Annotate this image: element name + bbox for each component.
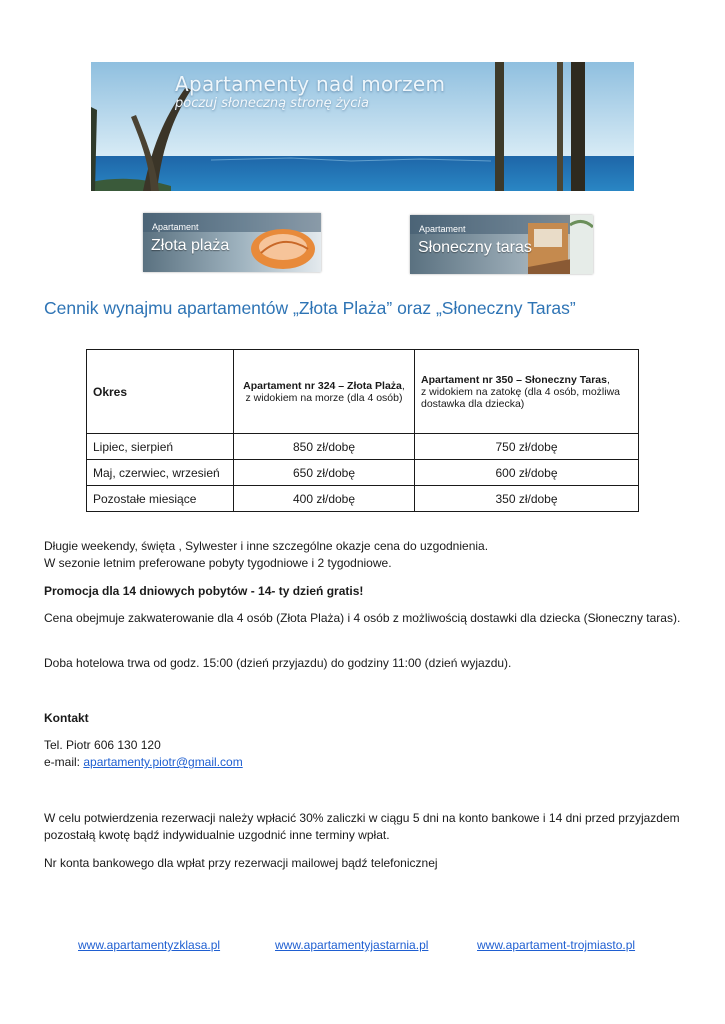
price-includes-text: Cena obejmuje zakwaterowanie dla 4 osób (Złota Plaża) i 4 osób z możliwością dostawki dla dziecka (Słoneczny taras). (44, 611, 681, 625)
contact-block (44, 737, 684, 771)
contact-phone: Tel. Piotr 606 130 120 (44, 738, 161, 752)
footer-link-zklasa[interactable]: www.apartamentyzklasa.pl (78, 938, 221, 952)
card-label-name: Słoneczny taras (418, 239, 532, 256)
contact-email-line (44, 754, 684, 771)
card-label-small: Apartament (152, 222, 199, 232)
header-apartment-324: Apartament nr 324 – Złota Plaża, z widokiem na morze (dla 4 osób) (234, 350, 415, 434)
page-title: Cennik wynajmu apartamentów „Złota Plaża” oraz „Słoneczny Taras” (44, 298, 576, 318)
header-banner (91, 62, 634, 191)
banner-subtitle: poczuj słoneczną stronę życia (175, 96, 369, 111)
deposit-text: W celu potwierdzenia rezerwacji należy wpłacić 30% zaliczki w ciągu 5 dni na konto bankowe i 14 dni przed przyjazdem pozostałą kwotę bądź indywidualnie uzgodnić inne terminy wpłat. (44, 811, 680, 842)
apartment-card-sloneczny-taras[interactable] (410, 215, 593, 274)
notes-line-2: W sezonie letnim preferowane pobyty tygodniowe i 2 tygodniowe. (44, 556, 392, 570)
header-apartment-350-note: z widokiem na zatokę (dla 4 osób, możliwa dostawka dla dziecka) (421, 385, 621, 410)
row-price-350: 350 zł/dobę (415, 486, 639, 512)
card-label-small: Apartament (419, 224, 466, 234)
footer-link-jastarnia[interactable]: www.apartamentyjastarnia.pl (275, 938, 429, 952)
row-period: Maj, czerwiec, wrzesień (87, 460, 234, 486)
email-link[interactable]: apartamenty.piotr@gmail.com (83, 755, 243, 769)
header-apartment-350-title: Apartament nr 350 – Słoneczny Taras (421, 373, 607, 386)
notes-paragraph (44, 538, 684, 572)
banner-title: Apartamenty nad morzem (175, 72, 446, 96)
footer-link-trojmiasto[interactable]: www.apartament-trojmiasto.pl (477, 938, 636, 952)
row-price-324: 850 zł/dobę (234, 434, 415, 460)
header-apartment-324-note: z widokiem na morze (dla 4 osób) (245, 391, 403, 404)
table-row (87, 434, 639, 460)
row-price-324: 650 zł/dobę (234, 460, 415, 486)
contact-heading: Kontakt (44, 711, 89, 725)
row-period: Lipiec, sierpień (87, 434, 234, 460)
row-price-350: 600 zł/dobę (415, 460, 639, 486)
account-text: Nr konta bankowego dla wpłat przy rezerwacji mailowej bądź telefonicznej (44, 856, 438, 870)
row-price-324: 400 zł/dobę (234, 486, 415, 512)
header-period: Okres (87, 350, 234, 434)
email-label: e-mail: (44, 755, 84, 769)
row-period: Pozostałe miesiące (87, 486, 234, 512)
price-table (86, 349, 639, 512)
table-row (87, 460, 639, 486)
table-row (87, 486, 639, 512)
card-label-name: Złota plaża (151, 237, 230, 254)
hotel-day-text: Doba hotelowa trwa od godz. 15:00 (dzień przyjazdu) do godziny 11:00 (dzień wyjazdu). (44, 656, 512, 670)
notes-line-1: Długie weekendy, święta , Sylwester i inne szczególne okazje cena do uzgodnienia. (44, 539, 489, 553)
header-apartment-350: Apartament nr 350 – Słoneczny Taras, z widokiem na zatokę (dla 4 osób, możliwa dostawka dla dziecka) (415, 350, 639, 434)
header-apartment-324-title: Apartament nr 324 – Złota Plaża (243, 379, 402, 392)
apartment-card-zlota-plaza[interactable] (143, 213, 321, 272)
row-price-350: 750 zł/dobę (415, 434, 639, 460)
promo-text: Promocja dla 14 dniowych pobytów - 14- ty dzień gratis! (44, 584, 364, 598)
table-header-row (87, 350, 639, 434)
